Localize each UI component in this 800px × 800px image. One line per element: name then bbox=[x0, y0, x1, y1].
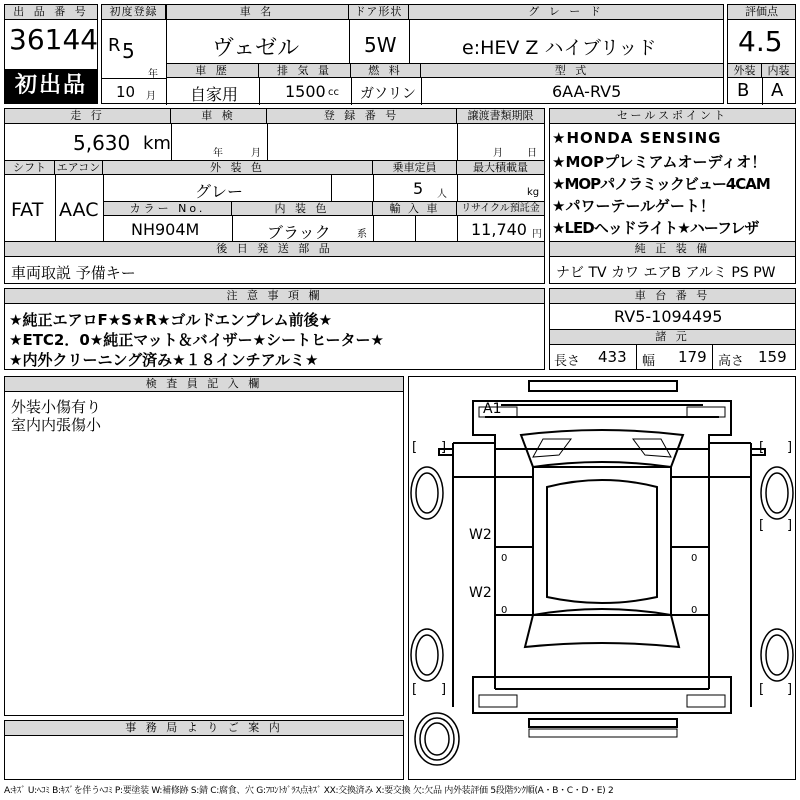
svg-text:]: ] bbox=[441, 440, 447, 455]
svg-text:[: [ bbox=[412, 682, 418, 697]
chassis-label: 車 台 番 号 bbox=[550, 289, 795, 304]
inspector-box bbox=[4, 376, 404, 716]
shift: FAT bbox=[11, 199, 44, 221]
era: R bbox=[108, 35, 121, 56]
int-color: ブラック bbox=[267, 223, 331, 242]
score-label: 評価点 bbox=[728, 5, 795, 20]
transfer-label: 譲渡書類期限 bbox=[457, 109, 544, 124]
office-box bbox=[4, 720, 404, 780]
chassis-number: RV5-1094495 bbox=[614, 307, 723, 326]
displacement: 1500 bbox=[285, 82, 326, 101]
note-line-1: ★純正エアロF★S★R★ゴルドエンブレム前後★ bbox=[9, 311, 333, 329]
legend: A:ｷｽﾞ U:ﾍｺﾐ B:ｷｽﾞを伴うﾍｺﾐ P:要塗装 W:補修跡 S:錆 C:腐食、穴 G:ﾌﾛﾝﾄｶﾞﾗｽ点ｷｽﾞ XX:交換済み X:要交換 欠:欠品 内外装評価 5段階ﾗﾝｸ順(A・B・C・D・E) 2 bbox=[4, 786, 614, 796]
displacement-label: 排 気 量 bbox=[259, 64, 351, 78]
mark-w2-front-door: W2 bbox=[469, 527, 492, 543]
zero-mark-3: 0 bbox=[691, 553, 698, 564]
dims-label: 諸 元 bbox=[550, 330, 795, 345]
int-color-suffix: 系 bbox=[357, 229, 367, 240]
lot-number: 36144 bbox=[9, 23, 99, 56]
later-parts-label: 後 日 発 送 部 品 bbox=[5, 242, 544, 257]
kg-unit: kg bbox=[527, 187, 540, 198]
inspector-line-1: 外装小傷有り bbox=[11, 398, 102, 416]
grade: e:HEV Z ハイブリッド bbox=[462, 37, 657, 59]
reg-year: 5 bbox=[122, 39, 135, 63]
svg-text:[: [ bbox=[759, 682, 765, 697]
svg-text:[: [ bbox=[412, 440, 418, 455]
int-label: 内装 bbox=[762, 64, 795, 78]
car-diagram-box bbox=[408, 376, 796, 780]
svg-text:]: ] bbox=[441, 682, 447, 697]
ac: AAC bbox=[59, 199, 99, 221]
width: 179 bbox=[678, 348, 707, 366]
door-label: ドア形状 bbox=[349, 5, 409, 20]
length-label: 長さ bbox=[554, 354, 581, 369]
color-no: NH904M bbox=[131, 220, 200, 239]
top-grid bbox=[101, 4, 724, 104]
car-diagram bbox=[409, 377, 795, 779]
int-grade: A bbox=[771, 80, 784, 101]
ac-label: エアコン bbox=[55, 161, 103, 175]
inspector-line-2: 室内内張傷小 bbox=[11, 416, 102, 434]
ext-label: 外装 bbox=[728, 64, 762, 78]
recycle: 11,740 bbox=[471, 220, 527, 239]
history: 自家用 bbox=[190, 85, 239, 104]
sales-label: セールスポイント bbox=[550, 109, 795, 124]
import-label: 輸 入 車 bbox=[373, 202, 457, 216]
score-box bbox=[727, 4, 796, 104]
sales-point-4: ★パワーテールゲート！ bbox=[552, 197, 715, 215]
capacity: 5 bbox=[413, 179, 424, 198]
transfer-day-unit: 日 bbox=[527, 148, 537, 159]
car-name: ヴェゼル bbox=[212, 36, 300, 61]
sales-box bbox=[549, 108, 796, 284]
year-unit: 年 bbox=[148, 69, 158, 80]
svg-text:]: ] bbox=[787, 682, 793, 697]
km-unit: km bbox=[143, 133, 171, 154]
mark-w2-rear-door: W2 bbox=[469, 585, 492, 601]
yen-unit: 円 bbox=[532, 229, 542, 240]
model: 6AA-RV5 bbox=[552, 82, 622, 101]
color-no-label: カラー No. bbox=[104, 202, 232, 216]
notes-label: 注 意 事 項 欄 bbox=[5, 289, 544, 304]
fuel: ガソリン bbox=[360, 86, 416, 102]
reg-month: 10 bbox=[116, 83, 136, 101]
transfer-month-unit: 月 bbox=[493, 148, 503, 159]
first-listing-badge: 初出品 bbox=[5, 69, 97, 103]
zero-mark-4: 0 bbox=[691, 605, 698, 616]
lot-box bbox=[4, 4, 98, 104]
inspection-label: 車 検 bbox=[171, 109, 267, 124]
notes-box bbox=[4, 288, 545, 370]
shift-label: シフト bbox=[5, 161, 55, 175]
grade-label: グ レ ー ド bbox=[409, 5, 723, 20]
int-color-label: 内 装 色 bbox=[232, 202, 373, 216]
office-label: 事 務 局 よ り ご 案 内 bbox=[5, 721, 403, 736]
equip: ナビ TV カワ エアB アルミ PS PW bbox=[556, 265, 776, 281]
zero-mark-1: 0 bbox=[501, 553, 508, 564]
model-label: 型 式 bbox=[421, 64, 723, 78]
sales-point-1: ★HONDA SENSING bbox=[552, 129, 722, 147]
sales-point-5: ★LEDヘッドライト★ハーフレザ bbox=[552, 219, 759, 237]
chassis-box bbox=[549, 288, 796, 370]
ext-grade: B bbox=[737, 80, 750, 101]
mark-a1: A1 bbox=[483, 401, 502, 417]
height: 159 bbox=[758, 348, 787, 366]
length: 433 bbox=[598, 348, 627, 366]
inspection-year-unit: 年 bbox=[213, 148, 223, 159]
recycle-label: リサイクル預託金 bbox=[457, 202, 544, 216]
equip-label: 純 正 装 備 bbox=[550, 242, 795, 257]
score: 4.5 bbox=[738, 25, 783, 58]
ext-color-label: 外 装 色 bbox=[103, 161, 373, 175]
svg-text:]: ] bbox=[787, 518, 793, 533]
inspector-label: 検 査 員 記 入 欄 bbox=[5, 377, 403, 392]
sales-point-3: ★MOPパノラミックビュー4CAM bbox=[552, 175, 770, 193]
fuel-label: 燃 料 bbox=[351, 64, 421, 78]
info-grid bbox=[4, 108, 545, 284]
month-unit: 月 bbox=[146, 91, 156, 102]
height-label: 高さ bbox=[718, 354, 745, 369]
width-label: 幅 bbox=[642, 354, 656, 369]
mileage: 5,630 bbox=[73, 131, 131, 155]
zero-mark-2: 0 bbox=[501, 605, 508, 616]
first-reg-label: 初度登録 bbox=[102, 5, 166, 20]
note-line-2: ★ETC2．0★純正マット＆バイザー★シートヒーター★ bbox=[9, 331, 384, 349]
svg-text:]: ] bbox=[787, 440, 793, 455]
later-parts: 車両取説 予備キー bbox=[11, 264, 136, 282]
ext-color: グレー bbox=[195, 182, 244, 201]
svg-text:[: [ bbox=[759, 440, 765, 455]
note-line-3: ★内外クリーニング済み★１８インチアルミ★ bbox=[9, 351, 319, 369]
capacity-label: 乗車定員 bbox=[373, 161, 457, 175]
sales-point-2: ★MOPプレミアムオーディオ！ bbox=[552, 153, 767, 171]
person-unit: 人 bbox=[437, 189, 447, 200]
inspection-month-unit: 月 bbox=[251, 148, 261, 159]
svg-text:[: [ bbox=[759, 518, 765, 533]
lot-label: 出 品 番 号 bbox=[5, 5, 97, 20]
load-label: 最大積載量 bbox=[457, 161, 544, 175]
history-label: 車 歴 bbox=[167, 64, 259, 78]
mileage-label: 走 行 bbox=[5, 109, 171, 124]
plate-label: 登 録 番 号 bbox=[267, 109, 457, 124]
cc-unit: cc bbox=[328, 87, 339, 98]
car-name-label: 車 名 bbox=[166, 5, 349, 20]
door-type: 5W bbox=[364, 33, 397, 57]
